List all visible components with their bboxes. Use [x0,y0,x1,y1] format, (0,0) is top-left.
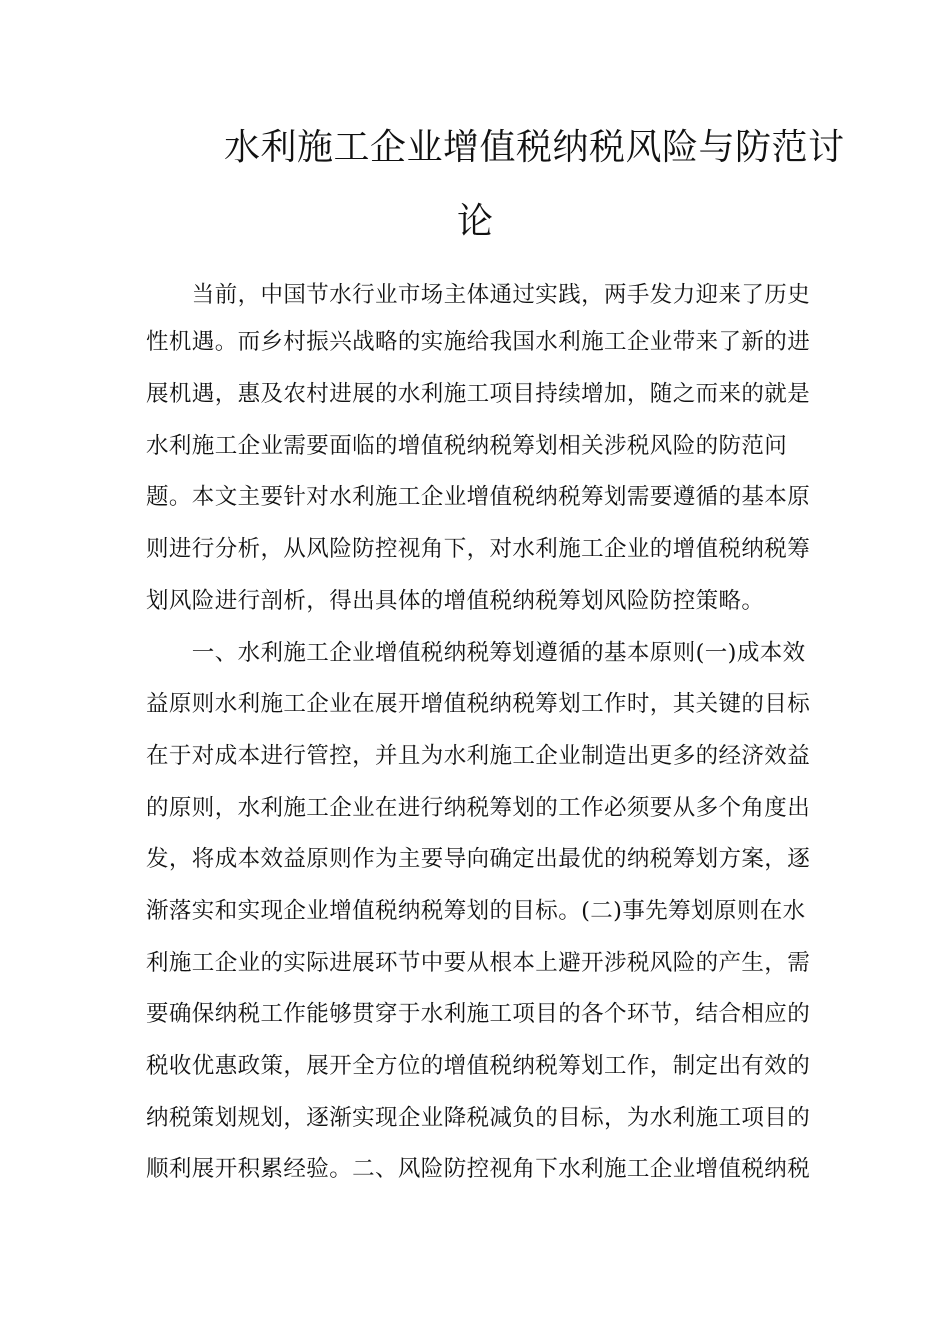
body-text-line: 利施工企业的实际进展环节中要从根本上避开涉税风险的产生，需 [146,950,811,976]
body-text-line: 顺利展开积累经验。二、风险防控视角下水利施工企业增值税纳税 [146,1156,811,1182]
body-text-line: 水利施工企业需要面临的增值税纳税筹划相关涉税风险的防范问 [146,433,788,459]
body-text-line: 划风险进行剖析，得出具体的增值税纳税筹划风险防控策略。 [146,588,765,614]
body-text-line: 题。本文主要针对水利施工企业增值税纳税筹划需要遵循的基本原 [146,484,811,510]
body-text-line: 税收优惠政策，展开全方位的增值税纳税筹划工作，制定出有效的 [146,1053,811,1079]
body-text-line: 纳税策划规划，逐渐实现企业降税减负的目标，为水利施工项目的 [146,1105,811,1131]
body-text-line: 渐落实和实现企业增值税纳税筹划的目标。(二)事先筹划原则在水 [146,898,806,924]
body-text-line: 要确保纳税工作能够贯穿于水利施工项目的各个环节，结合相应的 [146,1001,811,1027]
document-title-line-2: 论 [457,201,494,242]
body-text-line: 则进行分析，从风险防控视角下，对水利施工企业的增值税纳税筹 [146,536,811,562]
body-text-line: 一、水利施工企业增值税纳税筹划遵循的基本原则(一)成本效 [146,640,806,666]
body-text-line: 展机遇，惠及农村进展的水利施工项目持续增加，随之而来的就是 [146,381,811,407]
body-text-line: 在于对成本进行管控，并且为水利施工企业制造出更多的经济效益 [146,743,811,769]
body-text-line: 性机遇。而乡村振兴战略的实施给我国水利施工企业带来了新的进 [146,329,811,355]
body-text-line: 发，将成本效益原则作为主要导向确定出最优的纳税筹划方案，逐 [146,846,811,872]
body-text-line: 益原则水利施工企业在展开增值税纳税筹划工作时，其关键的目标 [146,691,811,717]
body-text-line: 当前，中国节水行业市场主体通过实践，两手发力迎来了历史 [146,282,811,308]
document-title-line-1: 水利施工企业增值税纳税风险与防范讨 [224,127,845,168]
body-text-line: 的原则，水利施工企业在进行纳税筹划的工作必须要从多个角度出 [146,795,811,821]
